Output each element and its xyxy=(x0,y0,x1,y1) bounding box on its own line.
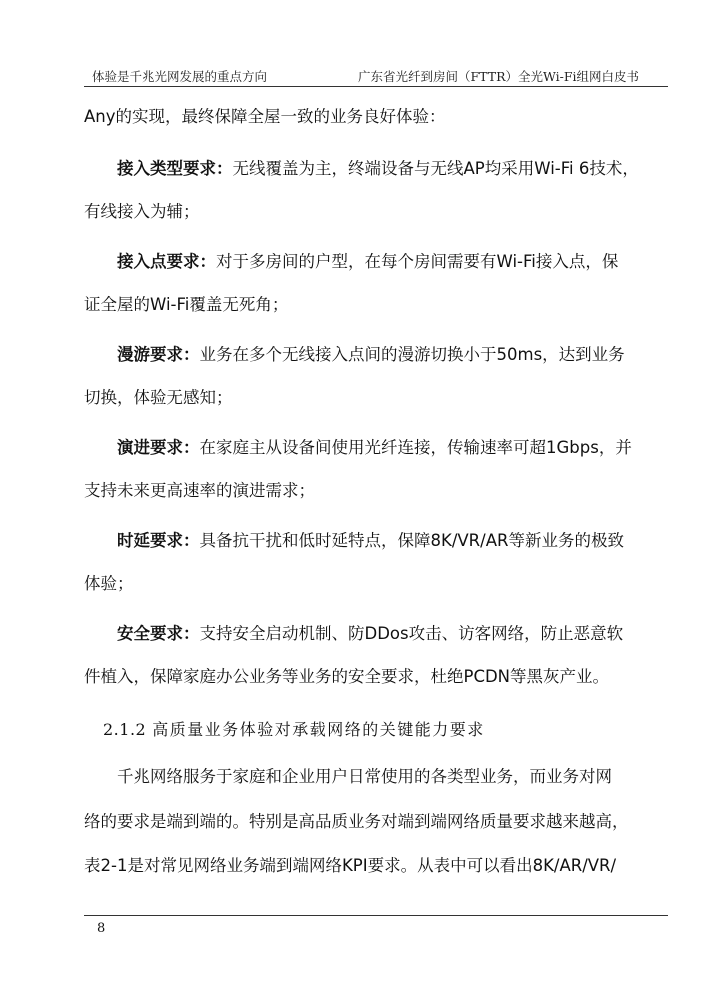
requirement-label: 时延要求： xyxy=(117,531,200,550)
requirement-label: 接入类型要求： xyxy=(117,159,233,178)
requirement-security-line2: 件植入，保障家庭办公业务等业务的安全要求，杜绝PCDN等黑灰产业。 xyxy=(84,667,610,686)
requirement-label: 演进要求： xyxy=(117,438,200,457)
section-number: 2.1.2 xyxy=(103,720,147,739)
requirement-text: 具备抗干扰和低时延特点，保障8K/VR/AR等新业务的极致 xyxy=(199,531,624,550)
requirement-roaming-line1 xyxy=(117,344,625,366)
requirement-text: 支持安全启动机制、防DDos攻击、访客网络，防止恶意软 xyxy=(199,624,624,643)
requirement-label: 接入点要求： xyxy=(117,252,216,271)
section-title: 高质量业务体验对承载网络的关键能力要求 xyxy=(152,720,485,739)
paragraph-line: 表2-1是对常见网络业务端到端网络KPI要求。从表中可以看出8K/AR/VR/ xyxy=(84,856,617,875)
requirement-text: 对于多房间的户型，在每个房间需要有Wi-Fi接入点，保 xyxy=(216,252,619,271)
section-heading xyxy=(103,719,485,741)
requirement-security-line1 xyxy=(117,623,623,645)
requirement-evolution-line1 xyxy=(117,437,632,459)
intro-line: Any的实现，最终保障全屋一致的业务良好体验： xyxy=(84,107,446,126)
paragraph-line: 千兆网络服务于家庭和企业用户日常使用的各类型业务，而业务对网 xyxy=(117,767,612,786)
requirement-latency-line1 xyxy=(117,530,624,552)
page-number: 8 xyxy=(97,921,106,936)
requirement-text: 在家庭主从设备间使用光纤连接，传输速率可超1Gbps，并 xyxy=(199,438,632,457)
requirement-access-type-line2: 有线接入为辅； xyxy=(84,202,200,221)
requirement-latency-line2: 体验； xyxy=(84,574,134,593)
requirement-text: 业务在多个无线接入点间的漫游切换小于50ms，达到业务 xyxy=(199,345,625,364)
requirement-roaming-line2: 切换，体验无感知； xyxy=(84,388,233,407)
requirement-text: 无线覆盖为主，终端设备与无线AP均采用Wi-Fi 6技术， xyxy=(232,159,639,178)
requirement-access-point-line1 xyxy=(117,251,618,273)
requirement-label: 安全要求： xyxy=(117,624,200,643)
header-rule xyxy=(84,86,668,87)
running-header-right: 广东省光纤到房间（FTTR）全光Wi-Fi组网白皮书 xyxy=(358,69,640,84)
requirement-evolution-line2: 支持未来更高速率的演进需求； xyxy=(84,481,315,500)
requirement-label: 漫游要求： xyxy=(117,345,200,364)
requirement-access-type-line1 xyxy=(117,158,639,180)
paragraph-line: 络的要求是端到端的。特别是高品质业务对端到端网络质量要求越来越高， xyxy=(84,812,629,831)
running-header-left: 体验是千兆光网发展的重点方向 xyxy=(92,69,268,84)
footer-rule xyxy=(84,915,668,916)
requirement-access-point-line2: 证全屋的Wi-Fi覆盖无死角； xyxy=(84,295,289,314)
